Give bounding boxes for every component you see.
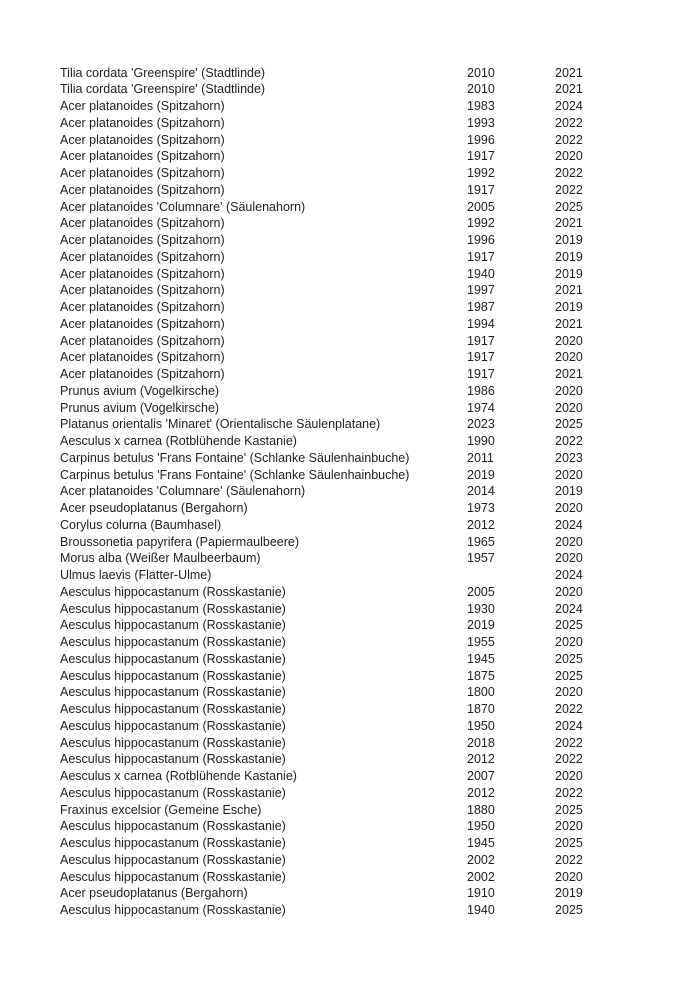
year-col-1-cell: 2002 — [467, 869, 495, 884]
table-row — [0, 718, 700, 735]
species-name-cell: Acer platanoides (Spitzahorn) — [60, 182, 225, 197]
year-col-2-cell: 2025 — [555, 651, 583, 666]
year-col-2-cell: 2020 — [555, 149, 583, 164]
table-row — [0, 316, 700, 333]
species-name-cell: Aesculus x carnea (Rotblühende Kastanie) — [60, 769, 297, 783]
species-name-cell: Carpinus betulus 'Frans Fontaine' (Schlanke Säulenhainbuche) — [60, 450, 410, 465]
species-name-cell: Corylus colurna (Baumhasel) — [60, 517, 222, 532]
year-col-2-cell: 2024 — [555, 517, 583, 532]
species-name-cell: Acer pseudoplatanus (Bergahorn) — [60, 886, 248, 901]
table-row — [0, 768, 700, 785]
year-col-1-cell: 1974 — [467, 400, 495, 415]
year-col-1-cell: 2012 — [467, 752, 495, 767]
table-row — [0, 500, 700, 517]
year-col-2-cell: 2025 — [555, 417, 583, 432]
year-col-1-cell: 1986 — [467, 383, 495, 398]
table-row — [0, 852, 700, 869]
year-col-1-cell: 2019 — [467, 618, 495, 633]
year-col-1-cell: 2012 — [467, 785, 495, 800]
year-col-2-cell: 2020 — [555, 685, 583, 700]
species-name-cell: Aesculus hippocastanum (Rosskastanie) — [60, 785, 286, 800]
year-col-1-cell: 1965 — [467, 534, 495, 549]
species-name-cell: Aesculus hippocastanum (Rosskastanie) — [60, 903, 286, 917]
table-row — [0, 818, 700, 835]
year-col-2-cell: 2021 — [555, 316, 583, 331]
year-col-2-cell: 2020 — [555, 551, 583, 566]
species-name-cell: Acer platanoides (Spitzahorn) — [60, 149, 225, 164]
table-row — [0, 132, 700, 149]
year-col-1-cell: 1983 — [467, 99, 495, 113]
species-name-cell: Tilia cordata 'Greenspire' (Stadtlinde) — [60, 82, 266, 97]
species-name-cell: Tilia cordata 'Greenspire' (Stadtlinde) — [60, 65, 266, 80]
species-name-cell: Aesculus x carnea (Rotblühende Kastanie) — [60, 434, 297, 448]
species-name-cell: Aesculus hippocastanum (Rosskastanie) — [60, 685, 286, 700]
table-row — [0, 383, 700, 400]
year-col-1-cell: 1992 — [467, 166, 495, 180]
table-row — [0, 684, 700, 701]
year-col-1-cell: 1993 — [467, 115, 495, 130]
year-col-2-cell: 2022 — [555, 166, 583, 180]
species-name-cell: Carpinus betulus 'Frans Fontaine' (Schlanke Säulenhainbuche) — [60, 467, 410, 482]
year-col-2-cell: 2021 — [555, 82, 583, 97]
year-col-2-cell: 2022 — [555, 182, 583, 197]
year-col-1-cell: 1945 — [467, 836, 495, 850]
year-col-2-cell: 2020 — [555, 501, 583, 515]
species-name-cell: Aesculus hippocastanum (Rosskastanie) — [60, 702, 286, 716]
table-row — [0, 65, 700, 82]
year-col-2-cell: 2025 — [555, 802, 583, 817]
table-row — [0, 232, 700, 249]
year-col-1-cell: 2002 — [467, 852, 495, 867]
species-name-cell: Acer platanoides (Spitzahorn) — [60, 333, 225, 348]
year-col-1-cell: 2014 — [467, 484, 495, 499]
year-col-1-cell: 1917 — [467, 350, 495, 365]
table-row — [0, 534, 700, 551]
year-col-2-cell: 2021 — [555, 216, 583, 231]
year-col-2-cell: 2024 — [555, 601, 583, 616]
species-name-cell: Acer platanoides 'Columnare' (Säulenahorn) — [60, 199, 306, 214]
year-col-1-cell: 1997 — [467, 283, 495, 298]
year-col-2-cell: 2020 — [555, 819, 583, 834]
table-row — [0, 601, 700, 618]
species-name-cell: Aesculus hippocastanum (Rosskastanie) — [60, 852, 286, 867]
species-name-cell: Aesculus hippocastanum (Rosskastanie) — [60, 651, 286, 666]
species-name-cell: Acer platanoides (Spitzahorn) — [60, 300, 225, 314]
year-col-1-cell: 1987 — [467, 300, 495, 314]
year-col-2-cell: 2025 — [555, 199, 583, 214]
species-name-cell: Acer platanoides (Spitzahorn) — [60, 350, 225, 365]
species-name-cell: Aesculus hippocastanum (Rosskastanie) — [60, 668, 286, 683]
year-col-2-cell: 2021 — [555, 65, 583, 80]
year-col-1-cell: 1990 — [467, 434, 495, 448]
species-name-cell: Broussonetia papyrifera (Papiermaulbeere) — [60, 534, 300, 549]
year-col-2-cell: 2022 — [555, 115, 583, 130]
year-col-1-cell: 2005 — [467, 199, 495, 214]
year-col-2-cell: 2022 — [555, 752, 583, 767]
year-col-2-cell: 2019 — [555, 484, 583, 499]
year-col-1-cell: 1950 — [467, 819, 495, 834]
year-col-1-cell: 1875 — [467, 668, 495, 683]
year-col-2-cell: 2021 — [555, 283, 583, 298]
species-name-cell: Aesculus hippocastanum (Rosskastanie) — [60, 819, 286, 834]
year-col-2-cell: 2019 — [555, 233, 583, 247]
species-name-cell: Acer platanoides (Spitzahorn) — [60, 266, 225, 281]
year-col-2-cell: 2020 — [555, 869, 583, 884]
year-col-2-cell: 2020 — [555, 635, 583, 649]
table-row — [0, 751, 700, 768]
table-row — [0, 182, 700, 199]
year-col-2-cell: 2024 — [555, 99, 583, 113]
species-name-cell: Acer platanoides (Spitzahorn) — [60, 115, 225, 130]
year-col-1-cell: 2007 — [467, 769, 495, 783]
year-col-2-cell: 2020 — [555, 534, 583, 549]
species-name-cell: Aesculus hippocastanum (Rosskastanie) — [60, 752, 286, 767]
species-name-cell: Acer platanoides (Spitzahorn) — [60, 249, 225, 264]
year-col-1-cell: 2012 — [467, 517, 495, 532]
species-name-cell: Fraxinus excelsior (Gemeine Esche) — [60, 802, 262, 817]
year-col-1-cell: 1917 — [467, 333, 495, 348]
table-row — [0, 785, 700, 802]
year-col-1-cell: 1992 — [467, 216, 495, 231]
table-row — [0, 299, 700, 316]
table-row — [0, 651, 700, 668]
table-row — [0, 81, 700, 98]
table-row — [0, 450, 700, 467]
year-col-1-cell: 1996 — [467, 132, 495, 147]
table-row — [0, 98, 700, 115]
year-col-2-cell: 2020 — [555, 333, 583, 348]
species-name-cell: Aesculus hippocastanum (Rosskastanie) — [60, 836, 286, 850]
year-col-2-cell: 2023 — [555, 450, 583, 465]
species-name-cell: Morus alba (Weißer Maulbeerbaum) — [60, 551, 261, 566]
year-col-1-cell: 1950 — [467, 718, 495, 733]
year-col-1-cell: 1880 — [467, 802, 495, 817]
table-row — [0, 416, 700, 433]
year-col-1-cell: 1917 — [467, 249, 495, 264]
year-col-1-cell: 1994 — [467, 316, 495, 331]
table-row — [0, 584, 700, 601]
table-row — [0, 215, 700, 232]
year-col-1-cell: 1973 — [467, 501, 495, 515]
year-col-1-cell: 2019 — [467, 467, 495, 482]
year-col-2-cell: 2019 — [555, 266, 583, 281]
table-row — [0, 550, 700, 567]
species-name-cell: Acer platanoides (Spitzahorn) — [60, 99, 225, 113]
year-col-1-cell: 1917 — [467, 367, 495, 381]
year-col-1-cell: 1955 — [467, 635, 495, 649]
table-row — [0, 199, 700, 216]
table-row — [0, 282, 700, 299]
table-row — [0, 148, 700, 165]
year-col-1-cell: 1870 — [467, 702, 495, 716]
year-col-2-cell: 2019 — [555, 300, 583, 314]
year-col-1-cell: 2023 — [467, 417, 495, 432]
year-col-2-cell: 2019 — [555, 886, 583, 901]
species-name-cell: Acer platanoides (Spitzahorn) — [60, 316, 225, 331]
species-name-cell: Acer platanoides (Spitzahorn) — [60, 283, 225, 298]
year-col-2-cell: 2020 — [555, 350, 583, 365]
year-col-1-cell: 1957 — [467, 551, 495, 566]
table-row — [0, 617, 700, 634]
year-col-2-cell: 2020 — [555, 584, 583, 599]
year-col-1-cell: 2011 — [467, 450, 494, 465]
table-row — [0, 835, 700, 852]
species-name-cell: Acer platanoides (Spitzahorn) — [60, 132, 225, 147]
table-row — [0, 902, 700, 919]
year-col-1-cell: 2010 — [467, 82, 495, 97]
year-col-1-cell: 2018 — [467, 735, 495, 750]
year-col-2-cell: 2022 — [555, 434, 583, 448]
table-row — [0, 869, 700, 886]
species-name-cell: Aesculus hippocastanum (Rosskastanie) — [60, 584, 286, 599]
table-row — [0, 634, 700, 651]
table-row — [0, 567, 700, 584]
year-col-1-cell: 1910 — [467, 886, 495, 901]
species-name-cell: Aesculus hippocastanum (Rosskastanie) — [60, 618, 286, 633]
table-row — [0, 333, 700, 350]
table-row — [0, 349, 700, 366]
year-col-2-cell: 2025 — [555, 903, 583, 917]
year-col-2-cell: 2022 — [555, 852, 583, 867]
year-col-2-cell: 2025 — [555, 836, 583, 850]
tree-table — [0, 65, 700, 919]
year-col-1-cell: 1917 — [467, 149, 495, 164]
year-col-1-cell: 1945 — [467, 651, 495, 666]
species-name-cell: Platanus orientalis 'Minaret' (Orientalische Säulenplatane) — [60, 417, 381, 432]
year-col-2-cell: 2024 — [555, 718, 583, 733]
table-row — [0, 115, 700, 132]
year-col-2-cell: 2022 — [555, 132, 583, 147]
table-row — [0, 366, 700, 383]
species-name-cell: Ulmus laevis (Flatter-Ulme) — [60, 568, 212, 582]
year-col-2-cell: 2020 — [555, 467, 583, 482]
table-row — [0, 735, 700, 752]
year-col-2-cell: 2024 — [555, 568, 583, 582]
year-col-2-cell: 2020 — [555, 400, 583, 415]
year-col-2-cell: 2020 — [555, 383, 583, 398]
species-name-cell: Acer platanoides (Spitzahorn) — [60, 216, 225, 231]
year-col-2-cell: 2019 — [555, 249, 583, 264]
table-row — [0, 885, 700, 902]
species-name-cell: Acer platanoides (Spitzahorn) — [60, 233, 225, 247]
year-col-2-cell: 2021 — [555, 367, 583, 381]
year-col-2-cell: 2020 — [555, 769, 583, 783]
table-row — [0, 249, 700, 266]
table-row — [0, 433, 700, 450]
species-name-cell: Aesculus hippocastanum (Rosskastanie) — [60, 718, 286, 733]
table-row — [0, 266, 700, 283]
species-name-cell: Aesculus hippocastanum (Rosskastanie) — [60, 735, 286, 750]
table-row — [0, 483, 700, 500]
table-row — [0, 165, 700, 182]
table-row — [0, 701, 700, 718]
species-name-cell: Acer platanoides (Spitzahorn) — [60, 367, 225, 381]
species-name-cell: Aesculus hippocastanum (Rosskastanie) — [60, 869, 286, 884]
species-name-cell: Aesculus hippocastanum (Rosskastanie) — [60, 635, 286, 649]
species-name-cell: Prunus avium (Vogelkirsche) — [60, 400, 220, 415]
table-row — [0, 400, 700, 417]
year-col-2-cell: 2022 — [555, 735, 583, 750]
species-name-cell: Acer pseudoplatanus (Bergahorn) — [60, 501, 248, 515]
species-name-cell: Aesculus hippocastanum (Rosskastanie) — [60, 601, 286, 616]
year-col-2-cell: 2022 — [555, 702, 583, 716]
year-col-1-cell: 2010 — [467, 65, 495, 80]
year-col-1-cell: 1940 — [467, 266, 495, 281]
year-col-1-cell: 1930 — [467, 601, 495, 616]
table-row — [0, 467, 700, 484]
year-col-1-cell: 1917 — [467, 182, 495, 197]
table-row — [0, 802, 700, 819]
year-col-2-cell: 2022 — [555, 785, 583, 800]
species-name-cell: Acer platanoides (Spitzahorn) — [60, 166, 225, 180]
year-col-1-cell: 1996 — [467, 233, 495, 247]
year-col-2-cell: 2025 — [555, 668, 583, 683]
species-name-cell: Acer platanoides 'Columnare' (Säulenahorn) — [60, 484, 306, 499]
species-name-cell: Prunus avium (Vogelkirsche) — [60, 383, 220, 398]
year-col-1-cell: 1940 — [467, 903, 495, 917]
table-row — [0, 517, 700, 534]
year-col-2-cell: 2025 — [555, 618, 583, 633]
year-col-1-cell: 2005 — [467, 584, 495, 599]
year-col-1-cell: 1800 — [467, 685, 495, 700]
table-row — [0, 668, 700, 685]
